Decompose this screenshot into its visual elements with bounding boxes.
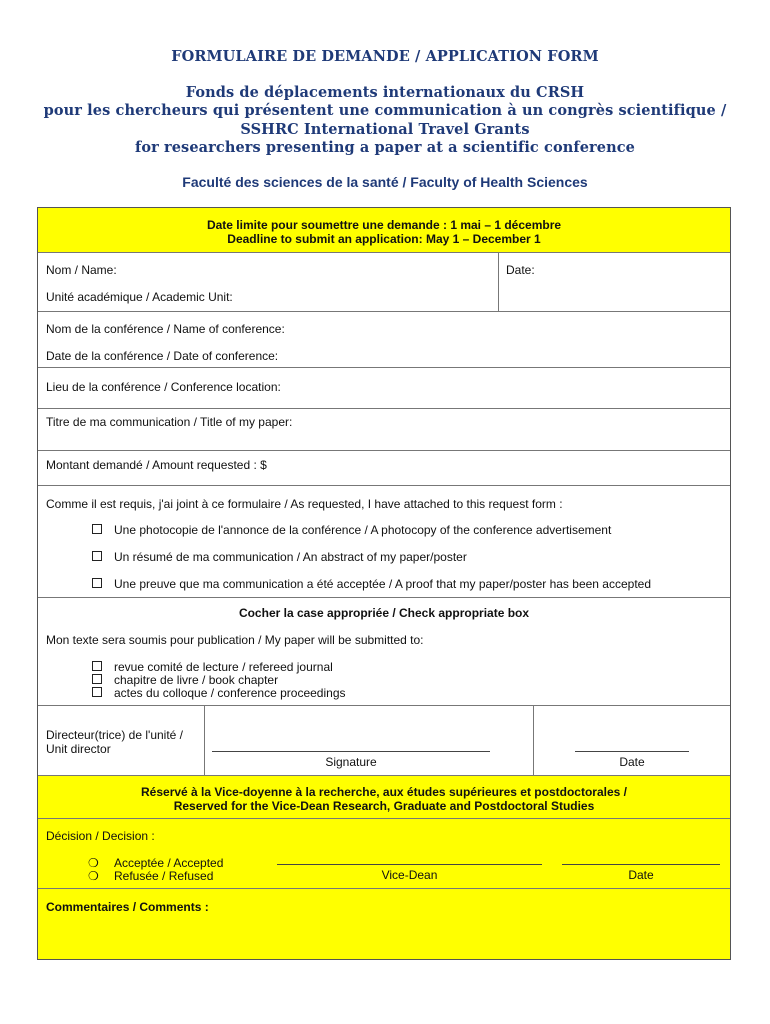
accepted-label: Acceptée / Accepted: [114, 856, 224, 870]
reserved-banner: [38, 776, 730, 819]
faculty-name: Faculté des sciences de la santé / Faculty of Health Sciences: [182, 174, 588, 190]
vice-dean-signature-line[interactable]: [277, 864, 542, 865]
amount-section: [38, 451, 730, 486]
paper-title-field[interactable]: Titre de ma communication / Title of my paper:: [46, 415, 293, 429]
conference-location-field[interactable]: Lieu de la conférence / Conference location:: [46, 380, 281, 394]
director-signature-line[interactable]: [212, 751, 490, 752]
checkbox-conference-proceedings[interactable]: [92, 687, 102, 697]
applicant-section: [38, 253, 730, 312]
checkbox-book-chapter[interactable]: [92, 674, 102, 684]
amount-field[interactable]: Montant demandé / Amount requested : $: [46, 458, 267, 472]
checkbox-refereed-journal[interactable]: [92, 661, 102, 671]
comments-label: Commentaires / Comments :: [46, 900, 209, 914]
attachment-abstract-label: Un résumé de ma communication / An abstract of my paper/poster: [114, 550, 467, 564]
refused-label: Refusée / Refused: [114, 869, 214, 883]
decision-section: [38, 819, 730, 889]
decision-label: Décision / Decision :: [46, 829, 155, 843]
form-title: FORMULAIRE DE DEMANDE / APPLICATION FORM: [171, 48, 599, 65]
deadline-banner: [38, 208, 730, 253]
attachments-intro: Comme il est requis, j'ai joint à ce formulaire / As requested, I have attached to this request form :: [46, 497, 563, 511]
attachment-advertisement-label: Une photocopie de l'annonce de la conférence / A photocopy of the conference advertisement: [114, 523, 612, 537]
vice-dean-label: Vice-Dean: [381, 868, 438, 882]
checkbox-acceptance-proof[interactable]: [92, 578, 102, 588]
radio-refused-icon[interactable]: ❍: [88, 869, 99, 883]
director-label-fr: Directeur(trice) de l'unité /: [46, 728, 184, 742]
radio-accepted-icon[interactable]: ❍: [88, 856, 99, 870]
publication-heading: Cocher la case appropriée / Check appropriate box: [238, 606, 530, 620]
conference-section: [38, 312, 730, 368]
grant-title-fr-1: Fonds de déplacements internationaux du CRSH: [185, 84, 585, 101]
application-form: [37, 207, 731, 960]
director-date-label: Date: [619, 755, 645, 769]
conference-date-field[interactable]: Date de la conférence / Date of conference:: [46, 349, 279, 363]
checkbox-advertisement[interactable]: [92, 524, 102, 534]
conference-proceedings-label: actes du colloque / conference proceedings: [114, 686, 346, 700]
deadline-en: Deadline to submit an application: May 1 – December 1: [227, 232, 541, 246]
academic-unit-field[interactable]: Unité académique / Academic Unit:: [46, 290, 233, 304]
refereed-journal-label: revue comité de lecture / refereed journal: [114, 660, 333, 674]
publication-intro: Mon texte sera soumis pour publication / My paper will be submitted to:: [46, 633, 424, 647]
attachment-proof-label: Une preuve que ma communication a été acceptée / A proof that my paper/poster has been accepted: [114, 577, 651, 591]
paper-title-section: [38, 409, 730, 451]
reserved-line-en: Reserved for the Vice-Dean Research, Graduate and Postdoctoral Studies: [173, 799, 595, 813]
grant-title-en-2: for researchers presenting a paper at a scientific conference: [135, 139, 635, 156]
attachments-section: [38, 486, 730, 598]
grant-title-fr-2: pour les chercheurs qui présentent une communication à un congrès scientifique /: [43, 102, 727, 119]
vice-dean-date-label: Date: [628, 868, 654, 882]
book-chapter-label: chapitre de livre / book chapter: [114, 673, 279, 687]
conference-name-field[interactable]: Nom de la conférence / Name of conference:: [46, 322, 285, 336]
checkbox-abstract[interactable]: [92, 551, 102, 561]
name-field[interactable]: Nom / Name:: [46, 263, 117, 277]
director-signature-label: Signature: [325, 755, 377, 769]
date-field[interactable]: Date:: [506, 263, 535, 277]
vice-dean-date-line[interactable]: [562, 864, 720, 865]
reserved-line-fr: Réservé à la Vice-doyenne à la recherche, aux études supérieures et postdoctorales /: [141, 785, 627, 799]
deadline-fr: Date limite pour soumettre une demande : 1 mai – 1 décembre: [206, 218, 562, 232]
director-section: [38, 706, 730, 776]
comments-section[interactable]: [38, 889, 730, 959]
publication-section: [38, 598, 730, 706]
conference-location-section: [38, 368, 730, 409]
director-date-line[interactable]: [575, 751, 689, 752]
grant-title-en-1: SSHRC International Travel Grants: [240, 121, 530, 138]
director-label-en: Unit director: [46, 742, 111, 756]
